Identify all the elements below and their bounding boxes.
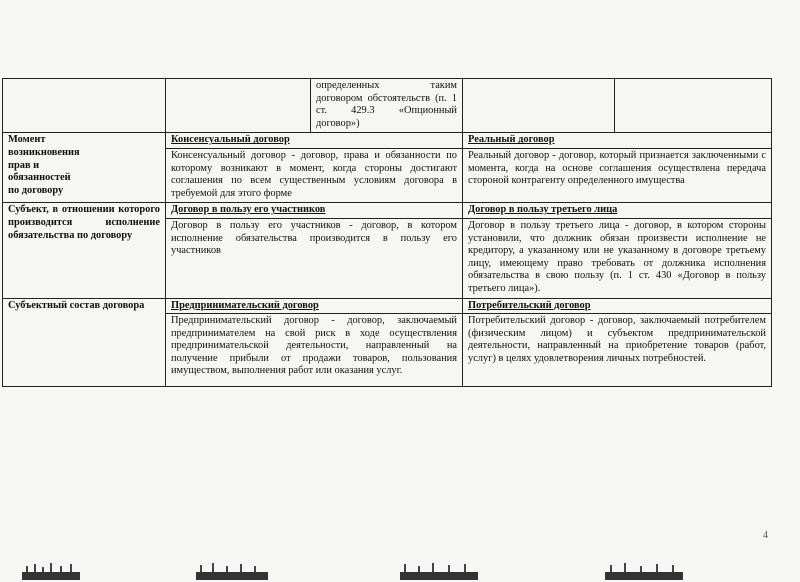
table-row: [3, 298, 772, 386]
type-description: Предпринимательский договор - договор, заключаемый предпринимателем на свой риск в ходе осуществления предпринимательской деятельности, направленный на получение прибыли от продажи товаров, пользования имуществом, выполнения работ или оказания услуг.: [171, 315, 457, 377]
empty-cell: [3, 79, 166, 133]
type-description: Потребительский договор - договор, заключаемый потребителем (физическим лицом) и субъектом предпринимательской деятельности, направленный на приобретение товаров (работ, услуг) в целях удовлетворения личных потребностей.: [468, 315, 766, 364]
type-heading: Консенсуальный договор: [171, 134, 290, 146]
type-heading: Потребительский договор: [468, 299, 591, 311]
right-type-cell: [463, 203, 772, 298]
scan-edge-artifact: [0, 560, 800, 582]
option-contract-cell: определенных таким договором обстоятельств (п. 1 ст. 429.3 «Опционный договор»): [311, 79, 463, 133]
type-description: Договор в пользу его участников - договор, в котором исполнение обязательства производится в пользу его участников: [171, 219, 457, 257]
type-description: Реальный договор - договор, который признается заключенными с момента, когда на основе соглашения осуществлена передача стороной контрагенту определенного имущества: [468, 149, 766, 187]
empty-cell: [166, 79, 311, 133]
row-label: Момент возникновения прав и обязанностей по договору: [3, 133, 166, 203]
empty-cell: [463, 79, 615, 133]
type-heading: Реальный договор: [468, 134, 555, 146]
table-row: [3, 203, 772, 298]
type-heading: Договор в пользу третьего лица: [468, 204, 618, 216]
left-type-cell: [166, 298, 463, 386]
type-heading: Договор в пользу его участников: [171, 204, 326, 216]
table-row: [3, 133, 772, 203]
type-description: Договор в пользу третьего лица - договор, в котором стороны установили, что должник обязан произвести исполнение не кредитору, а указанному или не указанному в договоре третьему лицу, имеющему право требовать от должника исполнения обязательства в свою пользу (п. 1 ст. 430 «Договор в пользу третьего лица»).: [468, 219, 766, 294]
right-type-cell: [463, 133, 772, 203]
page-number: 4: [763, 530, 768, 541]
type-heading: Предпринимательский договор: [171, 299, 319, 311]
left-type-cell: [166, 133, 463, 203]
contract-classification-table: [2, 78, 772, 387]
empty-cell: [615, 79, 772, 133]
type-description: Консенсуальный договор - договор, права и обязанности по которому возникают в момент, когда стороны достигают соглашения по всем существенным условиям договора в требуемой для этого форме: [171, 149, 457, 199]
left-type-cell: [166, 203, 463, 298]
table-row: [3, 79, 772, 133]
row-label: Субъектный состав договора: [3, 298, 166, 386]
row-label: Субъект, в отношении которого производится исполнение обязательства по договору: [3, 203, 166, 298]
right-type-cell: [463, 298, 772, 386]
